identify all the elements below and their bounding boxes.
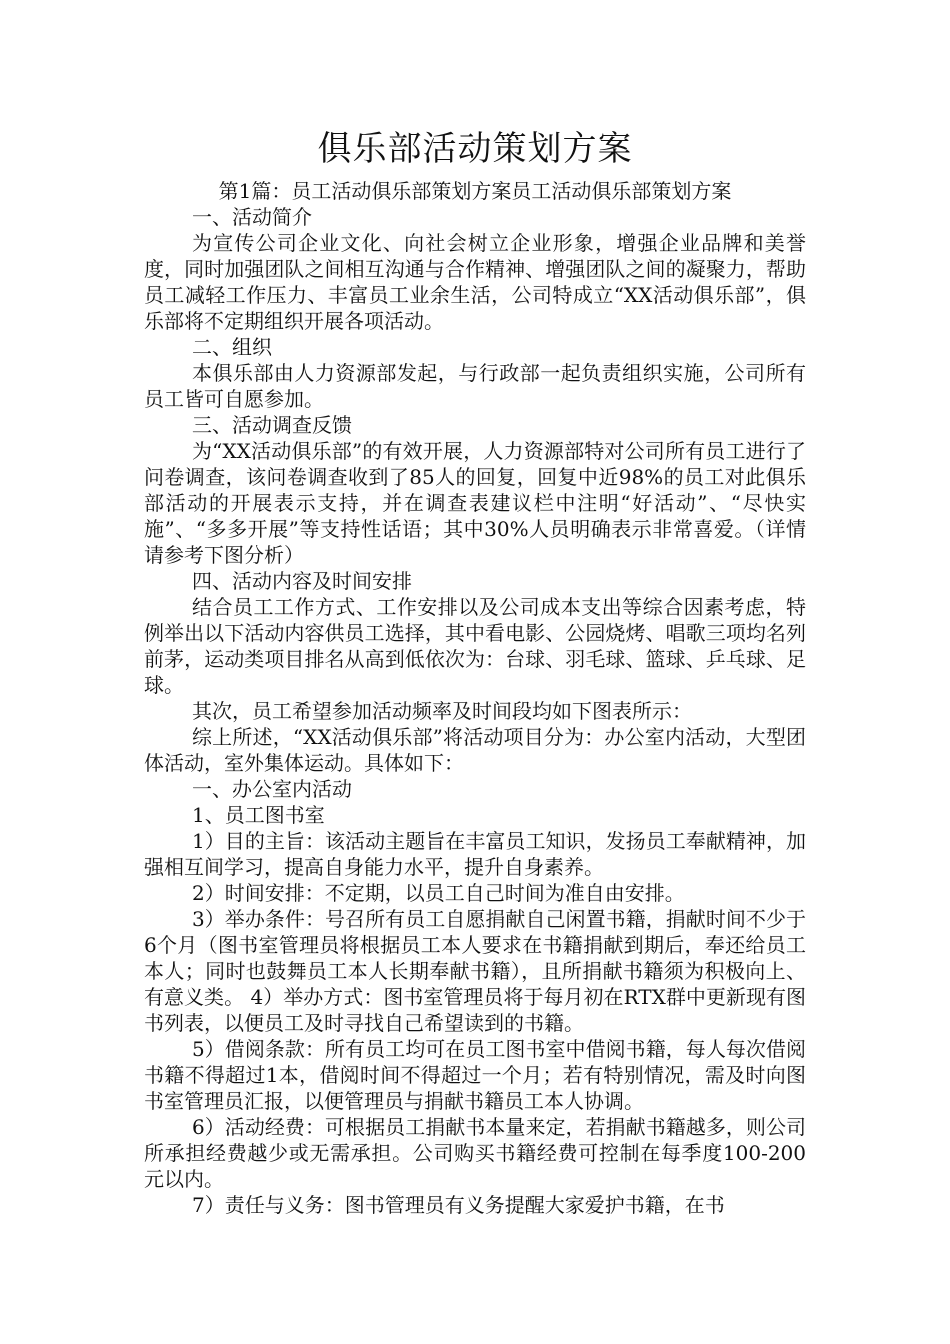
paragraph-intro: 为宣传公司企业文化、向社会树立企业形象，增强企业品牌和美誉度，同时加强团队之间相互沟通与合作精神、增强团队之间的凝聚力，帮助员工减轻工作压力、丰富员工业余生活，公司特成立“XX活动俱乐部”，俱乐部将不定期组织开展各项活动。 <box>144 231 806 333</box>
list-item-purpose: 1）目的主旨：该活动主题旨在丰富员工知识，发扬员工奉献精神，加强相互间学习，提高自身能力水平，提升自身素养。 <box>144 829 806 879</box>
list-item-funding: 6）活动经费：可根据员工捐献书本量来定，若捐献书籍越多，则公司所承担经费越少或无需承担。公司购买书籍经费可控制在每季度100-200元以内。 <box>144 1115 806 1191</box>
section-heading-office-activities: 一、办公室内活动 <box>192 777 352 801</box>
section-heading-intro: 一、活动简介 <box>192 205 312 229</box>
list-item-conditions: 3）举办条件：号召所有员工自愿捐献自己闲置书籍，捐献时间不少于6个月（图书室管理员将根据员工本人要求在书籍捐献到期后，奉还给员工本人；同时也鼓舞员工本人长期奉献书籍），且所捐献书籍须为积极向上、有意义类。 4）举办方式：图书室管理员将于每月初在RTX群中更新现有图书列表，以便员工及时寻找自己希望读到的书籍。 <box>144 907 806 1035</box>
list-item-schedule: 2）时间安排：不定期，以员工自己时间为准自由安排。 <box>192 881 685 905</box>
subsection-heading-library: 1、员工图书室 <box>192 803 325 827</box>
section-heading-content: 四、活动内容及时间安排 <box>192 569 412 593</box>
paragraph-organization: 本俱乐部由人力资源部发起，与行政部一起负责组织实施，公司所有员工皆可自愿参加。 <box>144 361 806 411</box>
paragraph-summary: 综上所述，“XX活动俱乐部”将活动项目分为：办公室内活动，大型团体活动，室外集体运动。具体如下： <box>144 725 806 775</box>
document-subtitle: 第1篇：员工活动俱乐部策划方案员工活动俱乐部策划方案 <box>218 179 732 203</box>
list-item-borrowing: 5）借阅条款：所有员工均可在员工图书室中借阅书籍，每人每次借阅书籍不得超过1本，借阅时间不得超过一个月；若有特别情况，需及时向图书室管理员汇报，以便管理员与捐献书籍员工本人协调。 <box>144 1037 806 1113</box>
list-item-responsibility: 7）责任与义务：图书管理员有义务提醒大家爱护书籍，在书 <box>192 1193 725 1217</box>
section-heading-organization: 二、组织 <box>192 335 272 359</box>
paragraph-frequency: 其次，员工希望参加活动频率及时间段均如下图表所示： <box>192 699 692 723</box>
document-title: 俱乐部活动策划方案 <box>317 129 633 169</box>
document-page <box>144 120 806 1218</box>
paragraph-survey: 为“XX活动俱乐部”的有效开展，人力资源部特对公司所有员工进行了问卷调查，该问卷调查收到了85人的回复，回复中近98%的员工对此俱乐部活动的开展表示支持，并在调查表建议栏中注明“好活动”、“尽快实施”、“多多开展”等支持性话语；其中30%人员明确表示非常喜爱。（详情请参考下图分析） <box>144 439 806 567</box>
paragraph-content: 结合员工工作方式、工作安排以及公司成本支出等综合因素考虑，特例举出以下活动内容供员工选择，其中看电影、公园烧烤、唱歌三项均名列前茅，运动类项目排名从高到低依次为：台球、羽毛球、篮球、乒乓球、足球。 <box>144 595 806 697</box>
section-heading-survey: 三、活动调查反馈 <box>192 413 352 437</box>
